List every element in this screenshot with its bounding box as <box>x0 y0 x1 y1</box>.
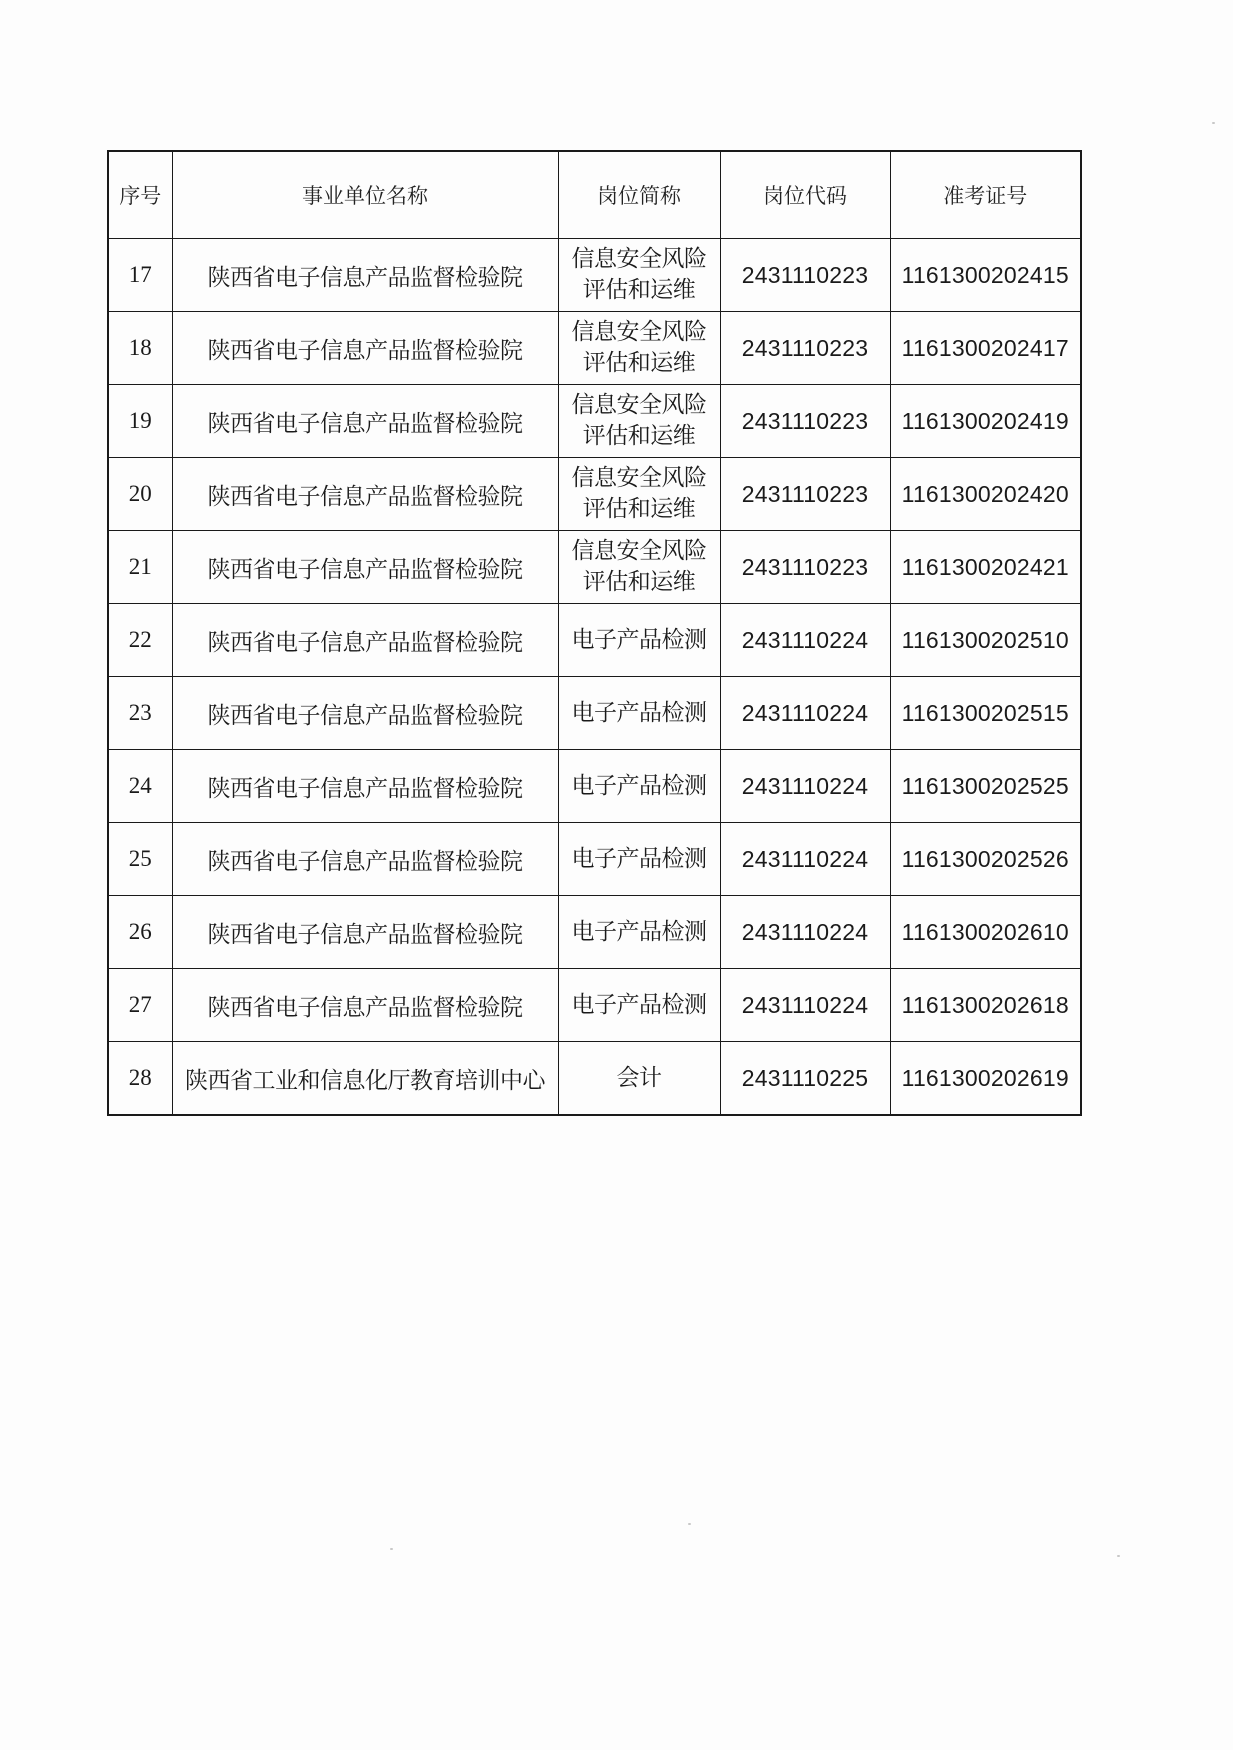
cell-unit-name: 陕西省电子信息产品监督检验院 <box>172 604 558 677</box>
post-name-line: 信息安全风险 <box>571 465 707 491</box>
post-name-line: 信息安全风险 <box>571 246 707 272</box>
cell-ticket-number: 1161300202417 <box>890 312 1081 385</box>
cell-unit-name: 陕西省电子信息产品监督检验院 <box>172 750 558 823</box>
table-body <box>108 239 1081 1116</box>
post-name-line: 电子产品检测 <box>571 991 707 1018</box>
cell-post-code: 2431110224 <box>720 750 890 823</box>
post-name-line: 信息安全风险 <box>571 319 707 345</box>
cell-ticket-number: 1161300202420 <box>890 458 1081 531</box>
cell-post-name <box>558 969 720 1042</box>
cell-unit-name: 陕西省电子信息产品监督检验院 <box>172 385 558 458</box>
table-row <box>108 458 1081 531</box>
post-name-line: 电子产品检测 <box>571 772 707 799</box>
post-name-line: 电子产品检测 <box>571 699 707 726</box>
cell-ticket-number: 1161300202618 <box>890 969 1081 1042</box>
cell-post-name <box>558 531 720 604</box>
cell-ticket-number: 1161300202619 <box>890 1042 1081 1116</box>
table-row <box>108 823 1081 896</box>
cell-seq: 24 <box>108 750 172 823</box>
cell-seq: 26 <box>108 896 172 969</box>
cell-unit-name: 陕西省电子信息产品监督检验院 <box>172 896 558 969</box>
post-name-line: 评估和运维 <box>582 569 696 595</box>
scan-speck <box>1212 122 1215 124</box>
cell-seq: 20 <box>108 458 172 531</box>
table-row <box>108 531 1081 604</box>
cell-seq: 19 <box>108 385 172 458</box>
scan-speck <box>1117 1555 1120 1557</box>
cell-ticket-number: 1161300202415 <box>890 239 1081 312</box>
cell-ticket-number: 1161300202515 <box>890 677 1081 750</box>
post-name-line: 信息安全风险 <box>571 538 707 564</box>
cell-post-code: 2431110224 <box>720 823 890 896</box>
scan-speck <box>390 1548 393 1550</box>
cell-seq: 22 <box>108 604 172 677</box>
cell-unit-name: 陕西省工业和信息化厅教育培训中心 <box>172 1042 558 1116</box>
cell-post-code: 2431110223 <box>720 458 890 531</box>
table-header <box>108 151 1081 239</box>
table-row <box>108 896 1081 969</box>
cell-unit-name: 陕西省电子信息产品监督检验院 <box>172 677 558 750</box>
table-row <box>108 1042 1081 1116</box>
post-name-line: 评估和运维 <box>582 350 696 376</box>
cell-ticket-number: 1161300202421 <box>890 531 1081 604</box>
cell-post-code: 2431110224 <box>720 604 890 677</box>
cell-post-code: 2431110224 <box>720 969 890 1042</box>
header-unit-name: 事业单位名称 <box>172 151 558 239</box>
post-name-line: 电子产品检测 <box>571 918 707 945</box>
table-row <box>108 750 1081 823</box>
cell-post-name <box>558 750 720 823</box>
header-seq: 序号 <box>108 151 172 239</box>
cell-post-code: 2431110223 <box>720 385 890 458</box>
table-row <box>108 312 1081 385</box>
header-post-name: 岗位简称 <box>558 151 720 239</box>
table-row <box>108 969 1081 1042</box>
cell-unit-name: 陕西省电子信息产品监督检验院 <box>172 531 558 604</box>
cell-ticket-number: 1161300202610 <box>890 896 1081 969</box>
cell-seq: 21 <box>108 531 172 604</box>
cell-seq: 27 <box>108 969 172 1042</box>
table-row <box>108 385 1081 458</box>
header-post-code: 岗位代码 <box>720 151 890 239</box>
cell-post-name <box>558 1042 720 1116</box>
table-row <box>108 677 1081 750</box>
cell-unit-name: 陕西省电子信息产品监督检验院 <box>172 239 558 312</box>
cell-post-code: 2431110225 <box>720 1042 890 1116</box>
cell-post-name <box>558 458 720 531</box>
cell-seq: 28 <box>108 1042 172 1116</box>
post-name-line: 电子产品检测 <box>571 845 707 872</box>
cell-ticket-number: 1161300202526 <box>890 823 1081 896</box>
cell-post-name <box>558 896 720 969</box>
post-name-line: 电子产品检测 <box>571 626 707 653</box>
post-name-line: 会计 <box>616 1064 662 1091</box>
cell-seq: 17 <box>108 239 172 312</box>
post-name-line: 评估和运维 <box>582 496 696 522</box>
cell-post-code: 2431110223 <box>720 531 890 604</box>
table-row <box>108 604 1081 677</box>
candidate-table <box>107 150 1082 1116</box>
post-name-line: 评估和运维 <box>582 277 696 303</box>
cell-post-name <box>558 604 720 677</box>
cell-seq: 18 <box>108 312 172 385</box>
cell-post-code: 2431110224 <box>720 896 890 969</box>
cell-ticket-number: 1161300202419 <box>890 385 1081 458</box>
cell-post-name <box>558 312 720 385</box>
cell-post-code: 2431110224 <box>720 677 890 750</box>
post-name-line: 评估和运维 <box>582 423 696 449</box>
cell-post-code: 2431110223 <box>720 239 890 312</box>
cell-post-name <box>558 385 720 458</box>
cell-ticket-number: 1161300202510 <box>890 604 1081 677</box>
header-row <box>108 151 1081 239</box>
scan-speck <box>688 1523 691 1525</box>
cell-unit-name: 陕西省电子信息产品监督检验院 <box>172 458 558 531</box>
header-ticket-number: 准考证号 <box>890 151 1081 239</box>
cell-post-name <box>558 677 720 750</box>
cell-unit-name: 陕西省电子信息产品监督检验院 <box>172 823 558 896</box>
cell-unit-name: 陕西省电子信息产品监督检验院 <box>172 969 558 1042</box>
cell-seq: 25 <box>108 823 172 896</box>
cell-ticket-number: 1161300202525 <box>890 750 1081 823</box>
table-row <box>108 239 1081 312</box>
cell-post-name <box>558 239 720 312</box>
cell-post-code: 2431110223 <box>720 312 890 385</box>
cell-unit-name: 陕西省电子信息产品监督检验院 <box>172 312 558 385</box>
cell-seq: 23 <box>108 677 172 750</box>
cell-post-name <box>558 823 720 896</box>
post-name-line: 信息安全风险 <box>571 392 707 418</box>
